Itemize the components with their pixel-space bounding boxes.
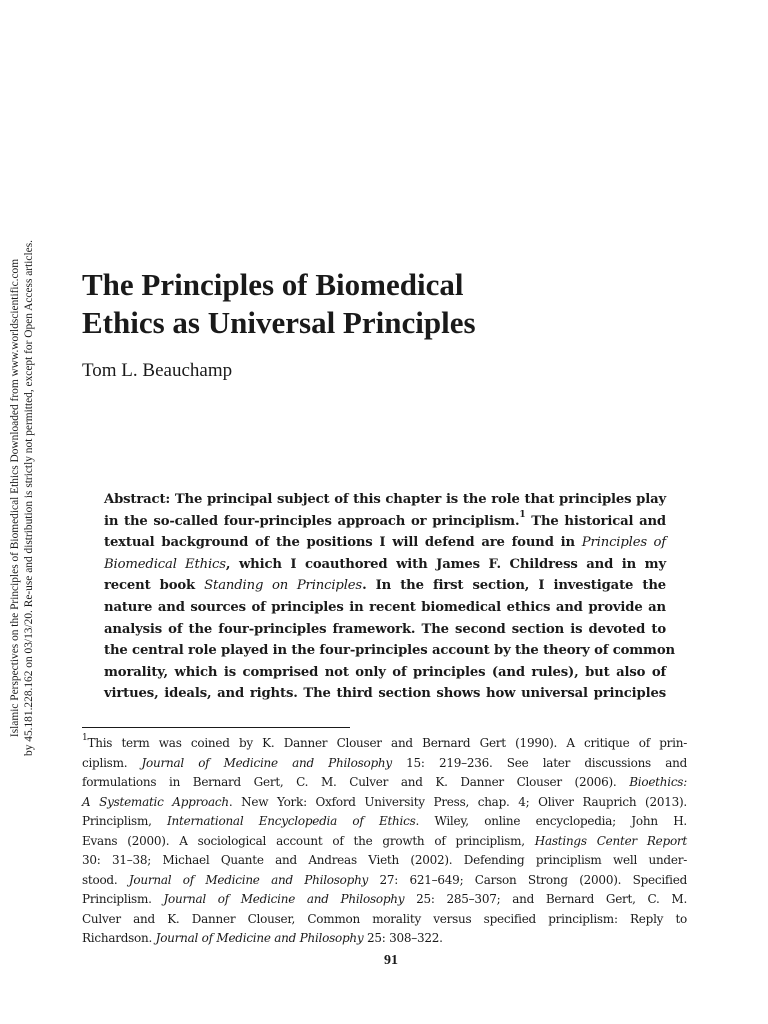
abstract-line: the central role played in the four-principles account by the theory of common: [104, 643, 675, 659]
footnote-text: 27: 621–649; Carson Strong (2000). Specified: [368, 872, 687, 887]
page-number-value: 91: [384, 953, 398, 968]
footnote-text: Evans (2000). A sociological account of the growth of principlism,: [82, 833, 535, 848]
footnote-line: [82, 754, 687, 774]
download-notice-line-1: Islamic Perspectives on the Principles of Biomedical Ethics Downloaded from www.worldscientific.com: [9, 258, 21, 738]
footnote-divider: [82, 727, 350, 728]
footnote-line: [82, 734, 687, 754]
book-title: Bioethics:: [629, 775, 687, 789]
abstract-line: Abstract: The principal subject of this chapter is the role that principles play: [104, 492, 666, 507]
book-title: International Encyclopedia of Ethics: [167, 814, 416, 828]
footnote-line: [82, 890, 687, 910]
footnote-text: 25: 285–307; and Bernard Gert, C. M.: [404, 892, 688, 906]
abstract: [104, 489, 675, 705]
footnote-text: stood.: [82, 872, 129, 887]
abstract-text: recent book: [104, 578, 205, 594]
abstract-line: [104, 532, 666, 554]
footnote-text: Principlism,: [82, 814, 168, 828]
abstract-text: textual background of the positions I will defend are found in: [104, 535, 582, 551]
page-number: [0, 952, 768, 970]
footnote-line: [82, 793, 687, 813]
abstract-line: [104, 554, 666, 576]
footnote-line: 30: 31–38; Michael Quante and Andreas Vieth (2002). Defending principlism well under-: [82, 853, 687, 867]
footnote-line: [82, 812, 687, 832]
footnote-line: [82, 832, 687, 852]
abstract-line: [104, 575, 666, 597]
download-notice-text: [8, 208, 36, 788]
abstract-line: [104, 511, 666, 533]
footnote: [82, 734, 687, 949]
journal-title: Journal of Medicine and Philosophy: [141, 755, 392, 770]
footnote-line: Culver and K. Danner Clouser, Common morality versus specified principlism: Reply to: [82, 911, 687, 926]
journal-title: Journal of Medicine and Philosophy: [128, 872, 369, 887]
footnote-text: 25: 308–322.: [363, 931, 443, 945]
download-notice: [0, 0, 44, 1024]
book-title: Standing on Principles: [204, 578, 363, 594]
footnote-line: [82, 871, 687, 891]
journal-title: Journal of Medicine and Philosophy: [155, 931, 364, 945]
book-title: Biomedical Ethics: [104, 556, 226, 572]
chapter-title-line-2: Ethics as Universal Principles: [82, 305, 476, 340]
download-notice-line-2: by 45.181.228.162 on 03/13/20. Re-use and distribution is strictly not permitted, except for Open Access articles.: [23, 240, 35, 756]
abstract-text: in the so-called four-principles approach or principlism.: [104, 513, 520, 529]
footnote-marker: 1: [82, 733, 88, 743]
book-title: Principles of: [581, 535, 666, 551]
journal-title: Hastings Center Report: [534, 833, 687, 848]
footnote-text: 15: 219–236. See later discussions and: [391, 755, 688, 770]
book-title: A Systematic Approach: [82, 794, 229, 809]
footnote-text: . Wiley, online encyclopedia; John H.: [415, 814, 687, 828]
abstract-line: nature and sources of principles in recent biomedical ethics and provide an: [104, 599, 666, 615]
footnote-line: [82, 773, 687, 793]
footnote-line: [82, 929, 687, 949]
footnote-text: This term was coined by K. Danner Clouser and Bernard Gert (1990). A critique of prin-: [87, 736, 687, 750]
chapter-title-line-1: The Principles of Biomedical: [82, 267, 464, 302]
footnote-text: formulations in Bernard Gert, C. M. Culver and K. Danner Clouser (2006).: [82, 775, 630, 789]
chapter-title: [82, 266, 682, 342]
abstract-text: . In the first section, I investigate the: [362, 578, 667, 594]
abstract-line: morality, which is comprised not only of principles (and rules), but also of: [104, 664, 666, 680]
footnote-text: Richardson.: [82, 931, 156, 945]
footnote-reference: 1: [519, 510, 526, 521]
abstract-line: analysis of the four-principles framework. The second section is devoted to: [104, 621, 666, 637]
abstract-line: virtues, ideals, and rights. The third section shows how universal principles: [104, 686, 666, 702]
footnote-text: ciplism.: [82, 755, 142, 770]
journal-title: Journal of Medicine and Philosophy: [163, 892, 405, 906]
author-name: Tom L. Beauchamp: [82, 360, 233, 381]
abstract-text: The historical and: [525, 513, 666, 529]
footnote-text: Principlism.: [82, 892, 164, 906]
footnote-text: . New York: Oxford University Press, chap. 4; Oliver Rauprich (2013).: [228, 794, 688, 809]
abstract-text: , which I coauthored with James F. Childress and in my: [225, 556, 666, 572]
